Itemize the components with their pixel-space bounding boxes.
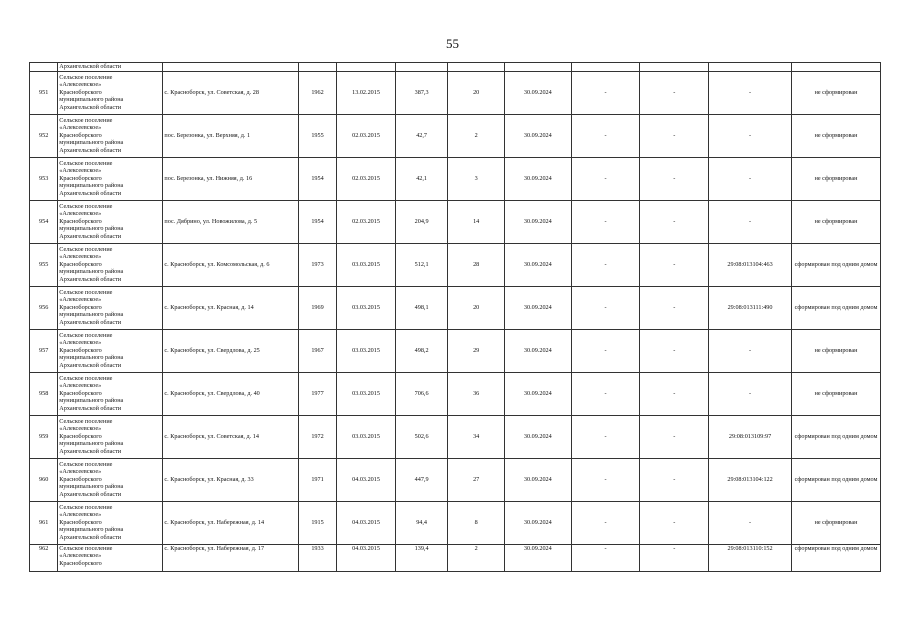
settlement-line: Сельское поселение (59, 460, 113, 468)
address-cell: с. Красноборск, ул. Комсомольская, д. 6 (163, 243, 298, 286)
settlement-line: «Алексеевское» (59, 382, 102, 390)
date-cell: 04.03.2015 (337, 544, 396, 571)
deadline-cell: 30.09.2024 (504, 243, 571, 286)
area-cell: 498,2 (395, 329, 448, 372)
year-cell: 1962 (298, 71, 336, 114)
settlement-line: «Алексеевское» (59, 552, 102, 560)
row-number-cell: 956 (30, 286, 58, 329)
settlement-line: Красноборского (59, 217, 102, 225)
area-cell: 512,1 (395, 243, 448, 286)
table-row (30, 329, 881, 372)
date-cell: 04.03.2015 (337, 458, 396, 501)
date-cell: 13.02.2015 (337, 71, 396, 114)
settlement-line: Сельское поселение (59, 245, 113, 253)
table-row (30, 458, 881, 501)
cadastral-number-cell: - (709, 114, 792, 157)
address-cell: пос. Березонка, ул. Нижняя, д. 16 (163, 157, 298, 200)
column-10-cell: - (640, 329, 709, 372)
date-cell: 02.03.2015 (337, 114, 396, 157)
settlement-cell (58, 415, 163, 458)
deadline-cell: 30.09.2024 (504, 71, 571, 114)
column-9-cell: - (571, 458, 640, 501)
deadline-cell: 30.09.2024 (504, 114, 571, 157)
address-cell: с. Красноборск, ул. Свердлова, д. 25 (163, 329, 298, 372)
cadastral-number-cell: - (709, 200, 792, 243)
table-row (30, 114, 881, 157)
residents-cell: 20 (448, 71, 505, 114)
address-cell: с. Красноборск, ул. Свердлова, д. 40 (163, 372, 298, 415)
area-cell: 502,6 (395, 415, 448, 458)
settlement-cell (58, 329, 163, 372)
deadline-cell: 30.09.2024 (504, 501, 571, 544)
settlement-line: Красноборского (59, 88, 102, 96)
column-9-cell: - (571, 157, 640, 200)
row-number-cell: 958 (30, 372, 58, 415)
date-cell: 03.03.2015 (337, 415, 396, 458)
year-cell: 1971 (298, 458, 336, 501)
column-10-cell: - (640, 501, 709, 544)
address-cell: с. Красноборск, ул. Советская, д. 28 (163, 71, 298, 114)
table-row (30, 243, 881, 286)
column-10-cell: - (640, 372, 709, 415)
year-cell: 1954 (298, 157, 336, 200)
cadastral-number-cell: 29:08:013109:97 (709, 415, 792, 458)
table-row (30, 415, 881, 458)
row-number-cell: 954 (30, 200, 58, 243)
page-number: 55 (446, 36, 459, 51)
housing-register-table (29, 62, 881, 572)
year-cell: 1973 (298, 243, 336, 286)
cadastral-number-cell: - (709, 71, 792, 114)
deadline-cell: 30.09.2024 (504, 157, 571, 200)
settlement-line: Красноборского (59, 389, 102, 397)
row-number-cell: 960 (30, 458, 58, 501)
settlement-line: Сельское поселение (59, 202, 113, 210)
land-status-cell: не сформирован (791, 71, 880, 114)
column-10-cell: - (640, 114, 709, 157)
year-cell: 1933 (298, 544, 336, 571)
settlement-cell (58, 458, 163, 501)
row-number-cell: 961 (30, 501, 58, 544)
settlement-line: Красноборского (59, 518, 102, 526)
land-status-cell: не сформирован (791, 157, 880, 200)
settlement-line: «Алексеевское» (59, 253, 102, 261)
table-row (30, 200, 881, 243)
settlement-line: Архангельской области (59, 490, 122, 498)
settlement-line: муниципального района (59, 268, 124, 276)
column-10-cell: - (640, 243, 709, 286)
land-status-cell: сформирован под одним домом (791, 415, 880, 458)
residents-cell: 20 (448, 286, 505, 329)
cadastral-number-cell: 29:08:013104:463 (709, 243, 792, 286)
column-10-cell: - (640, 286, 709, 329)
table-row (30, 286, 881, 329)
settlement-cell (58, 157, 163, 200)
column-10-cell: - (640, 544, 709, 571)
land-status-cell: не сформирован (791, 372, 880, 415)
row-number-cell: 952 (30, 114, 58, 157)
date-cell: 03.03.2015 (337, 243, 396, 286)
settlement-line: Красноборского (59, 260, 102, 268)
settlement-line: муниципального района (59, 139, 124, 147)
area-cell: 204,9 (395, 200, 448, 243)
address-cell: с. Красноборск, ул. Набережная, д. 14 (163, 501, 298, 544)
settlement-cell (58, 544, 163, 571)
residents-cell: 29 (448, 329, 505, 372)
settlement-cell: Архангельской области (58, 63, 163, 72)
settlement-line: Архангельской области (59, 447, 122, 455)
column-9-cell: - (571, 329, 640, 372)
settlement-line: Сельское поселение (59, 159, 113, 167)
row-number-cell: 955 (30, 243, 58, 286)
settlement-line: «Алексеевское» (59, 167, 102, 175)
area-cell: 706,6 (395, 372, 448, 415)
settlement-cell (58, 501, 163, 544)
settlement-line: Архангельской области (59, 533, 122, 541)
settlement-cell (58, 71, 163, 114)
land-status-cell: не сформирован (791, 200, 880, 243)
date-cell: 02.03.2015 (337, 200, 396, 243)
cadastral-number-cell: - (709, 372, 792, 415)
column-10-cell: - (640, 157, 709, 200)
row-number-cell: 957 (30, 329, 58, 372)
table-row (30, 71, 881, 114)
settlement-line: Сельское поселение (59, 503, 113, 511)
residents-cell: 27 (448, 458, 505, 501)
land-status-cell: сформирован под одним домом (791, 286, 880, 329)
settlement-line: Красноборского (59, 475, 102, 483)
year-cell: 1972 (298, 415, 336, 458)
residents-cell: 2 (448, 544, 505, 571)
settlement-line: Красноборского (59, 131, 102, 139)
deadline-cell: 30.09.2024 (504, 372, 571, 415)
year-cell: 1915 (298, 501, 336, 544)
row-number-cell: 951 (30, 71, 58, 114)
settlement-line: «Алексеевское» (59, 468, 102, 476)
settlement-line: Красноборского (59, 432, 102, 440)
settlement-line: «Алексеевское» (59, 511, 102, 519)
cadastral-number-cell: 29:08:013104:122 (709, 458, 792, 501)
area-cell: 387,3 (395, 71, 448, 114)
area-cell: 498,1 (395, 286, 448, 329)
settlement-line: Сельское поселение (59, 116, 113, 124)
settlement-line: муниципального района (59, 440, 124, 448)
settlement-line: Архангельской области (59, 103, 122, 111)
year-cell: 1955 (298, 114, 336, 157)
settlement-line: Архангельской области (59, 275, 122, 283)
column-10-cell: - (640, 415, 709, 458)
land-status-cell: сформирован под одним домом (791, 243, 880, 286)
area-cell: 139,4 (395, 544, 448, 571)
settlement-line: муниципального района (59, 96, 124, 104)
deadline-cell: 30.09.2024 (504, 458, 571, 501)
deadline-cell: 30.09.2024 (504, 544, 571, 571)
settlement-line: Архангельской области (59, 318, 122, 326)
table-row (30, 544, 881, 571)
area-cell: 42,7 (395, 114, 448, 157)
residents-cell: 3 (448, 157, 505, 200)
land-status-cell: не сформирован (791, 114, 880, 157)
residents-cell: 34 (448, 415, 505, 458)
cadastral-number-cell: - (709, 157, 792, 200)
settlement-line: «Алексеевское» (59, 124, 102, 132)
cadastral-number-cell: - (709, 501, 792, 544)
address-cell: с. Красноборск, ул. Советская, д. 14 (163, 415, 298, 458)
settlement-cell (58, 114, 163, 157)
residents-cell: 8 (448, 501, 505, 544)
deadline-cell: 30.09.2024 (504, 415, 571, 458)
deadline-cell: 30.09.2024 (504, 329, 571, 372)
settlement-line: Сельское поселение (59, 374, 113, 382)
settlement-line: «Алексеевское» (59, 296, 102, 304)
land-status-cell: не сформирован (791, 329, 880, 372)
residents-cell: 28 (448, 243, 505, 286)
address-cell: с. Красноборск, ул. Красная, д. 33 (163, 458, 298, 501)
deadline-cell: 30.09.2024 (504, 200, 571, 243)
date-cell: 04.03.2015 (337, 501, 396, 544)
settlement-line: муниципального района (59, 354, 124, 362)
settlement-line: муниципального района (59, 397, 124, 405)
address-cell: с. Красноборск, ул. Красная, д. 14 (163, 286, 298, 329)
cadastral-number-cell: 29:08:013111:490 (709, 286, 792, 329)
settlement-line: Сельское поселение (59, 288, 113, 296)
deadline-cell: 30.09.2024 (504, 286, 571, 329)
settlement-cell (58, 200, 163, 243)
column-10-cell: - (640, 71, 709, 114)
row-number-cell: 953 (30, 157, 58, 200)
settlement-cell (58, 243, 163, 286)
table-row (30, 501, 881, 544)
settlement-line: «Алексеевское» (59, 425, 102, 433)
date-cell: 03.03.2015 (337, 329, 396, 372)
settlement-line: «Алексеевское» (59, 81, 102, 89)
column-9-cell: - (571, 415, 640, 458)
residents-cell: 36 (448, 372, 505, 415)
settlement-line: Красноборского (59, 346, 102, 354)
settlement-line: муниципального района (59, 225, 124, 233)
settlement-line: Красноборского (59, 559, 102, 567)
settlement-line: Сельское поселение (59, 73, 113, 81)
table-row (30, 63, 881, 72)
land-status-cell: сформирован под одним домом (791, 544, 880, 571)
table-row (30, 157, 881, 200)
address-cell: с. Красноборск, ул. Набережная, д. 17 (163, 544, 298, 571)
settlement-line: Красноборского (59, 174, 102, 182)
cadastral-number-cell: 29:08:013110:152 (709, 544, 792, 571)
column-9-cell: - (571, 200, 640, 243)
settlement-line: Красноборского (59, 303, 102, 311)
settlement-line: Архангельской области (59, 232, 122, 240)
area-cell: 447,9 (395, 458, 448, 501)
table-row (30, 372, 881, 415)
settlement-cell (58, 286, 163, 329)
settlement-line: Архангельской области (59, 361, 122, 369)
column-9-cell: - (571, 544, 640, 571)
date-cell: 03.03.2015 (337, 286, 396, 329)
settlement-line: муниципального района (59, 483, 124, 491)
area-cell: 94,4 (395, 501, 448, 544)
residents-cell: 2 (448, 114, 505, 157)
settlement-line: Сельское поселение (59, 417, 113, 425)
row-number-cell: 962 (30, 544, 58, 571)
date-cell: 02.03.2015 (337, 157, 396, 200)
address-cell: пос. Березонка, ул. Верхняя, д. 1 (163, 114, 298, 157)
column-9-cell: - (571, 71, 640, 114)
settlement-line: муниципального района (59, 526, 124, 534)
residents-cell: 14 (448, 200, 505, 243)
land-status-cell: сформирован под одним домом (791, 458, 880, 501)
column-10-cell: - (640, 458, 709, 501)
date-cell: 03.03.2015 (337, 372, 396, 415)
settlement-line: Сельское поселение (59, 331, 113, 339)
year-cell: 1977 (298, 372, 336, 415)
settlement-line: Сельское поселение (59, 544, 113, 552)
settlement-line: Архангельской области (59, 189, 122, 197)
year-cell: 1954 (298, 200, 336, 243)
settlement-line: «Алексеевское» (59, 210, 102, 218)
settlement-line: Архангельской области (59, 146, 122, 154)
year-cell: 1969 (298, 286, 336, 329)
settlement-line: муниципального района (59, 311, 124, 319)
year-cell: 1967 (298, 329, 336, 372)
settlement-line: Архангельской области (59, 404, 122, 412)
area-cell: 42,1 (395, 157, 448, 200)
column-9-cell: - (571, 243, 640, 286)
row-number-cell: 959 (30, 415, 58, 458)
cadastral-number-cell: - (709, 329, 792, 372)
column-10-cell: - (640, 200, 709, 243)
column-9-cell: - (571, 114, 640, 157)
settlement-line: «Алексеевское» (59, 339, 102, 347)
settlement-cell (58, 372, 163, 415)
settlement-line: муниципального района (59, 182, 124, 190)
column-9-cell: - (571, 286, 640, 329)
column-9-cell: - (571, 501, 640, 544)
address-cell: пос. Дябрино, ул. Новожилова, д. 5 (163, 200, 298, 243)
land-status-cell: не сформирован (791, 501, 880, 544)
column-9-cell: - (571, 372, 640, 415)
